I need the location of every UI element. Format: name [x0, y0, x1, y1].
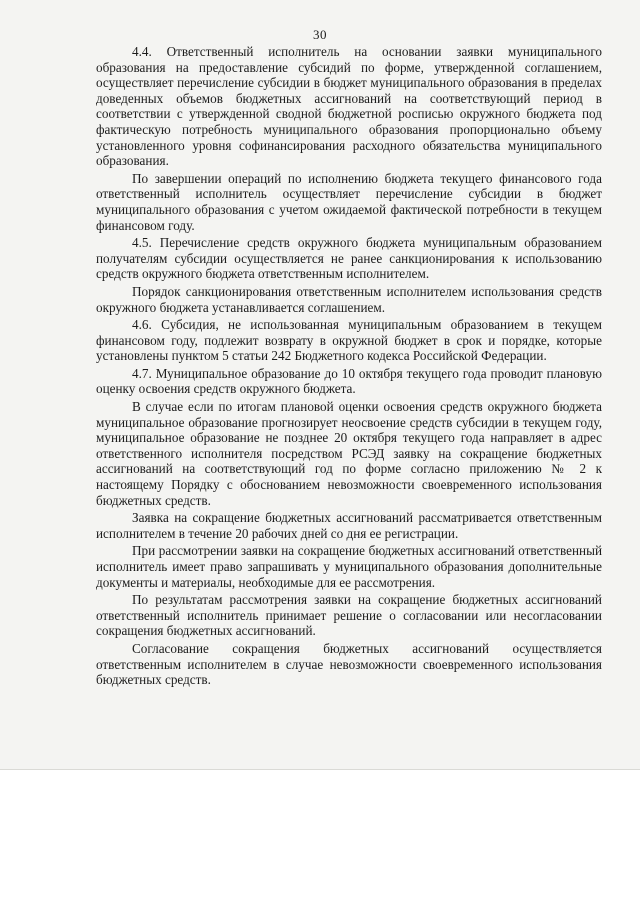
document-body: [96, 44, 602, 690]
paragraph-reduction-request: В случае если по итогам плановой оценки освоения средств окружного бюджета муниципальное образование прогнозирует неосвоение средств субсидии в текущем году, муниципальное образование не позднее 20 октября текущего года направляет в адрес ответственного исполнителя посредством РСЭД заявку на сокращение бюджетных ассигнований на соответствующий год по форме согласно приложению № 2 к настоящему Порядку с обоснованием невозможности своевременного использования бюджетных средств.: [96, 399, 602, 508]
paragraph-transfer-year-end: По завершении операций по исполнению бюджета текущего финансового года ответственный исполнитель осуществляет перечисление субсидии в бюджет муниципального образования с учетом ожидаемой фактической потребности в текущем финансовом году.: [96, 170, 602, 233]
paragraph-4-5: 4.5. Перечисление средств окружного бюджета муниципальным образованием получателям субсидии осуществляется не ранее санкционирования к использованию средств окружного бюджета ответственным исполнителем.: [96, 235, 602, 282]
paragraph-additional-documents: При рассмотрении заявки на сокращение бюджетных ассигнований ответственный исполнитель имеет право запрашивать у муниципального образования дополнительные документы и материалы, необходимые для ее рассмотрения.: [96, 543, 602, 590]
page-number: 30: [313, 27, 327, 42]
paragraph-decision: По результатам рассмотрения заявки на сокращение бюджетных ассигнований ответственный исполнитель принимает решение о согласовании или несогласовании сокращения бюджетных ассигнований.: [96, 592, 602, 639]
paragraph-4-4: 4.4. Ответственный исполнитель на основании заявки муниципального образования на предоставление субсидий по форме, утвержденной соглашением, осуществляет перечисление субсидии в бюджет муниципального образования в пределах доведенных объемов бюджетных ассигнований на соответствующий период в соответствии с утвержденной сводной бюджетной росписью окружного бюджета под фактическую потребность муниципального образования пропорционально объему установленного уровня софинансирования расходного обязательства муниципального образования.: [96, 44, 602, 169]
paragraph-4-7: 4.7. Муниципальное образование до 10 октября текущего года проводит плановую оценку освоения средств окружного бюджета.: [96, 365, 602, 397]
paragraph-approval-condition: Согласование сокращения бюджетных ассигнований осуществляется ответственным исполнителем в случае невозможности своевременного использования бюджетных средств.: [96, 640, 602, 688]
paragraph-authorization-order: Порядок санкционирования ответственным исполнителем использования средств окружного бюджета устанавливается соглашением.: [96, 283, 602, 315]
paragraph-request-review: Заявка на сокращение бюджетных ассигнований рассматривается ответственным исполнителем в течение 20 рабочих дней со дня ее регистрации.: [96, 510, 602, 541]
paragraph-4-6: 4.6. Субсидия, не использованная муниципальным образованием в текущем финансовом году, подлежит возврату в окружной бюджет в срок и порядке, которые установлены пунктом 5 статьи 242 Бюджетного кодекса Российской Федерации.: [96, 317, 602, 364]
